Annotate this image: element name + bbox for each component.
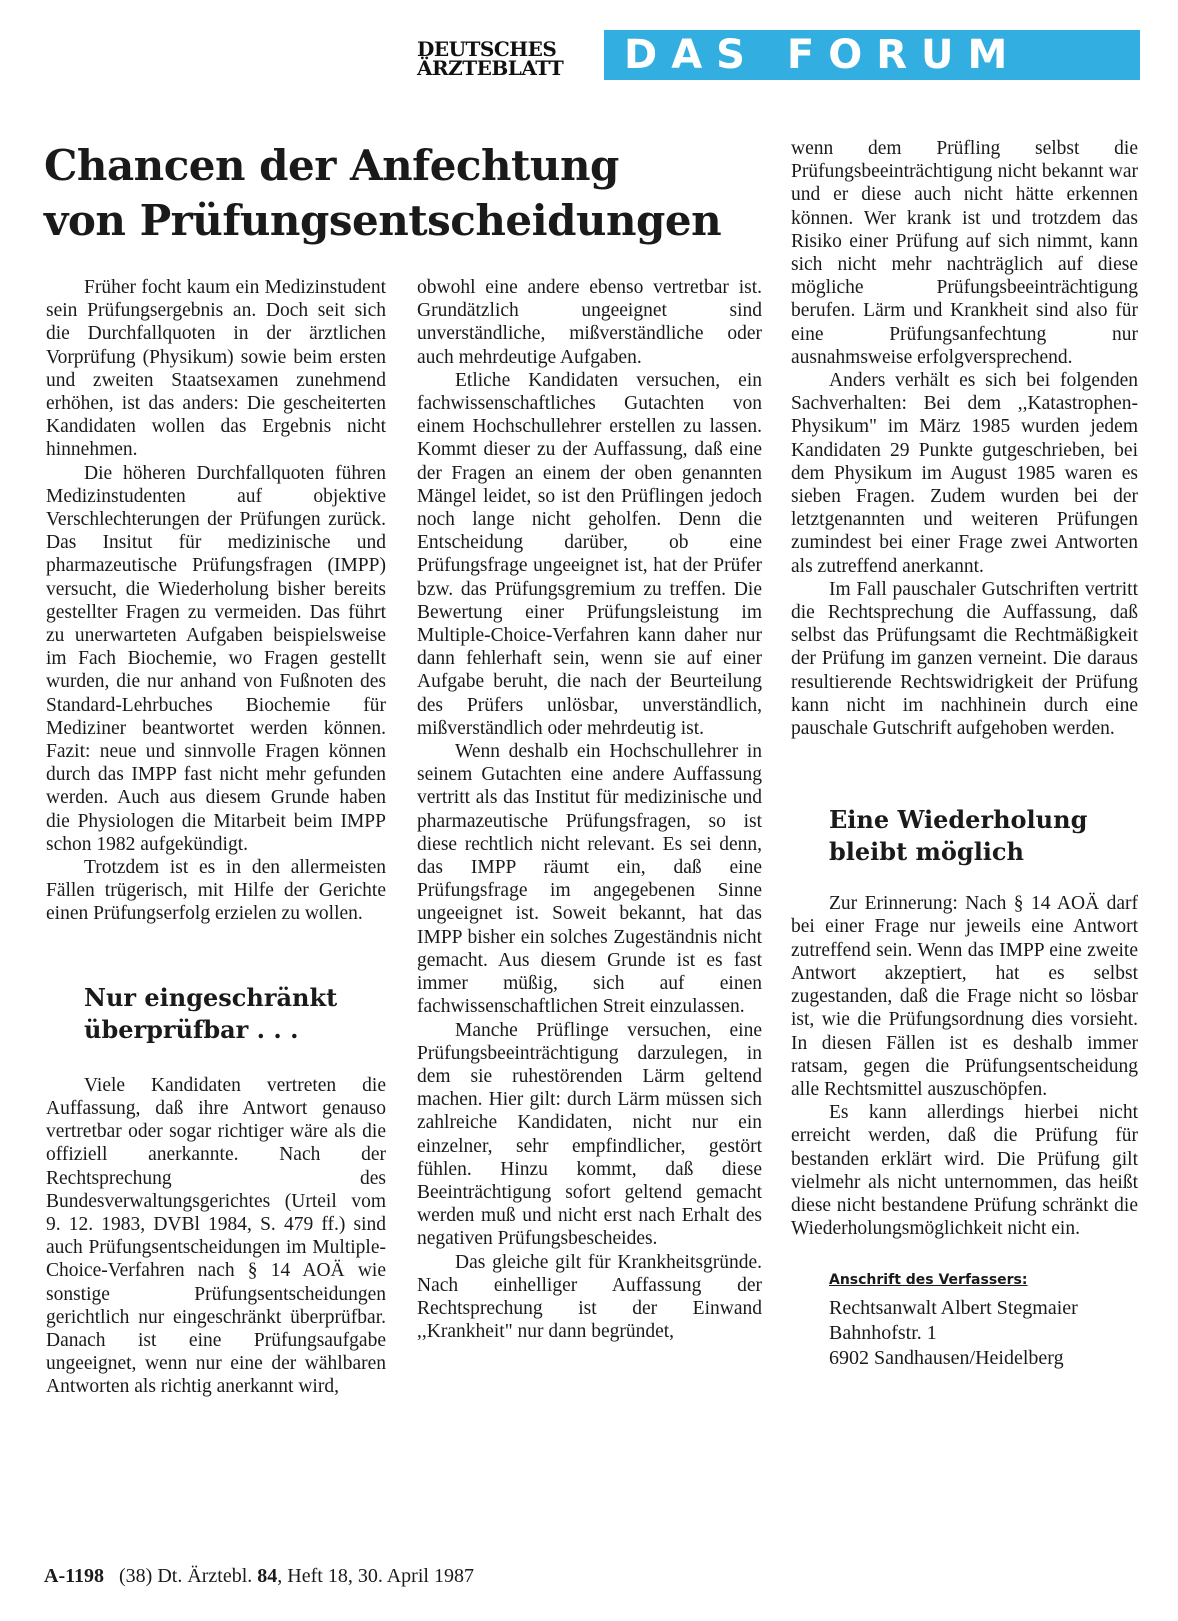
article-title — [44, 138, 764, 248]
paragraph: Es kann allerdings hierbei nicht erreicht werden, daß die Prüfung für bestanden erklärt wird. Die Prüfung gilt vielmehr als nicht unternommen, das heißt diese nicht bestandene Prüfung schränkt die Wiederholungsmöglichkeit nicht ein. — [791, 1102, 1138, 1240]
logo-line-1: DEUTSCHES — [417, 37, 557, 61]
paragraph: Manche Prüflinge versuchen, eine Prüfungsbeeinträchtigung darzulegen, in dem sie ruhestörenden Lärm geltend machen. Hier gilt: durch Lärm müssen sich zahlreiche Kandidaten, nicht nur ein einzelner, sehr empfindlicher, gestört fühlen. Hinzu kommt, daß diese Beeinträchtigung sofort geltend gemacht werden muß und nicht erst nach Erhalt des negativen Prüfungsbescheides. — [417, 1019, 762, 1250]
paragraph: Zur Erinnerung: Nach § 14 AOÄ darf bei einer Frage nur jeweils eine Antwort zutreffend sein. Wenn das IMPP eine zweite Antwort akzeptiert, hat es selbst zugestanden, daß die Frage nicht so lösbar ist, wie die Prüfungsordnung dies vorsieht. In diesen Fällen ist es deshalb immer ratsam, gegen die Prüfungsentscheidung alle Rechtsmittel auszuschöpfen. — [791, 893, 1138, 1100]
paragraph: Früher focht kaum ein Medizinstudent sein Prüfungsergebnis an. Doch seit sich die Durchfallquoten in der ärztlichen Vorprüfung (Physikum) sowie beim ersten und zweiten Staatsexamen zunehmend erhöhen, ist das anders: Die gescheiterten Kandidaten wollen das Ergebnis nicht hinnehmen. — [46, 277, 386, 461]
logo-line-2: ÄRZTEBLATT — [417, 56, 564, 80]
column-3 — [791, 137, 1138, 1371]
author-street: Bahnhofstr. 1 — [829, 1322, 937, 1345]
citation-suffix: , Heft 18, 30. April 1987 — [277, 1565, 474, 1587]
column-1 — [46, 276, 386, 1399]
paragraph: Viele Kandidaten vertreten die Auffassung, daß ihre Antwort genauso vertretbar oder sogar richtiger wäre als die offiziell anerkannte. Nach der Rechtsprechung des Bundesverwaltungsgerichtes (Urteil vom 9. 12. 1983, DVBl 1984, S. 479 ff.) sind auch Prüfungsentscheidungen im Multiple-Choice-Verfahren nach § 14 AOÄ wie sonstige Prüfungsentscheidungen gerichtlich nur eingeschränkt überprüfbar. Danach ist eine Prüfungsaufgabe ungeeignet, wenn nur eine der wählbaren Antworten als richtig anerkannt wird, — [46, 1074, 386, 1398]
paragraph: Etliche Kandidaten versuchen, ein fachwissenschaftliches Gutachten von einem Hochschullehrer erstellen zu lassen. Kommt dieser zu der Auffassung, daß eine der Fragen an einem der oben genannten Mängel leidet, so ist den Prüflingen jedoch noch lange nicht geholfen. Denn die Entscheidung darüber, ob eine Prüfungsfrage ungeeignet ist, hat der Prüfer bzw. das Prüfungsgremium zu treffen. Die Bewertung einer Prüfungsleistung im Multiple-Choice-Verfahren kann daher nur dann fehlerhaft sein, wenn sie auf einer Aufgabe beruht, die nach der Beurteilung des Prüfers unlösbar, unverständlich, mißverständlich oder mehrdeutig ist. — [417, 369, 762, 739]
author-name: Rechtsanwalt Albert Stegmaier — [829, 1297, 1078, 1320]
subheading: Eine Wiederholung bleibt möglich — [829, 805, 1088, 867]
paragraph: Das gleiche gilt für Krankheitsgründe. Nach einhelliger Auffassung der Rechtsprechung ist der Einwand ,,Krankheit" nur dann begründet, — [417, 1251, 762, 1343]
paragraph: wenn dem Prüfling selbst die Prüfungsbeeinträchtigung nicht bekannt war und er diese auch nicht hätte erkennen können. Wer krank ist und trotzdem das Risiko einer Prüfung auf sich nimmt, kann sich nicht mehr nachträglich auf diese mögliche Prüfungsbeeinträchtigung berufen. Lärm und Krankheit sind also für eine Prüfungsanfechtung nur ausnahmsweise erfolgversprechend. — [791, 138, 1138, 368]
column-2 — [417, 276, 762, 1343]
journal-logo — [417, 37, 587, 80]
section-banner: DAS FORUM — [604, 30, 1140, 80]
author-city: 6902 Sandhausen/Heidelberg — [829, 1347, 1064, 1370]
author-address-label: Anschrift des Verfassers: — [829, 1272, 1028, 1289]
title-line-2: von Prüfungsentscheidungen — [44, 196, 722, 245]
citation-prefix: (38) Dt. Ärztebl. — [119, 1565, 253, 1587]
title-line-1: Chancen der Anfechtung — [44, 141, 619, 190]
volume-number: 84 — [257, 1565, 278, 1587]
subheading: Nur eingeschränkt überprüfbar . . . — [84, 982, 338, 1044]
paragraph: Im Fall pauschaler Gutschriften vertritt die Rechtsprechung die Auffassung, daß selbst das Prüfungsamt die Rechtmäßigkeit der Prüfung im ganzen verneint. Die daraus resultierende Rechtswidrigkeit der Prüfung kann nicht im nachhinein durch eine pauschale Gutschrift aufgehoben werden. — [791, 578, 1138, 740]
paragraph: obwohl eine andere ebenso vertretbar ist. Grundätzlich ungeeignet sind unverständliche, mißverständliche oder auch mehrdeutige Aufgaben. — [417, 277, 762, 368]
page-footer — [44, 1563, 474, 1589]
paragraph: Anders verhält es sich bei folgenden Sachverhalten: Bei dem ,,Katastrophen-Physikum" im März 1985 wurden jedem Kandidaten 29 Punkte gutgeschrieben, bei dem Physikum im August 1985 waren es sieben Fragen. Zudem wurden bei der letztgenannten und weiteren Prüfungen zumindest bei einer Frage zwei Antworten als zutreffend anerkannt. — [791, 370, 1138, 577]
page-number: A-1198 — [44, 1565, 104, 1587]
paragraph: Trotzdem ist es in den allermeisten Fällen trügerisch, mit Hilfe der Gerichte einen Prüfungserfolg erzielen zu wollen. — [46, 857, 386, 925]
paragraph: Wenn deshalb ein Hochschullehrer in seinem Gutachten eine andere Auffassung vertritt als das Institut für medizinische und pharmazeutische Prüfungsfragen, so ist diese rechtlich nicht relevant. Es sei denn, das IMPP räumt ein, daß eine Prüfungsfrage im angegebenen Sinne ungeeignet ist. Soweit bekannt, hat das IMPP bisher ein solches Zugeständnis nicht gemacht. Aus diesem Grunde ist es fast immer müßig, sich auf einen fachwissenschaftlichen Streit einzulassen. — [417, 741, 762, 1018]
paragraph: Die höheren Durchfallquoten führen Medizinstudenten auf objektive Verschlechterungen der Prüfungen zurück. Das Insitut für medizinische und pharmazeutische Prüfungsfragen (IMPP) versucht, die Wiederholung bisher bereits gestellter Fragen zu vermeiden. Das führt zu unerwarteten Aufgaben beispielsweise im Fach Biochemie, wo Fragen gestellt wurden, die nur anhand von Fußnoten des Standard-Lehrbuches Biochemie für Mediziner beantwortet werden können. Fazit: neue und sinnvolle Fragen können durch das IMPP fast nicht mehr gefunden werden. Auch aus diesem Grunde haben die Physiologen die Mitarbeit beim IMPP schon 1982 aufgekündigt. — [46, 462, 386, 855]
